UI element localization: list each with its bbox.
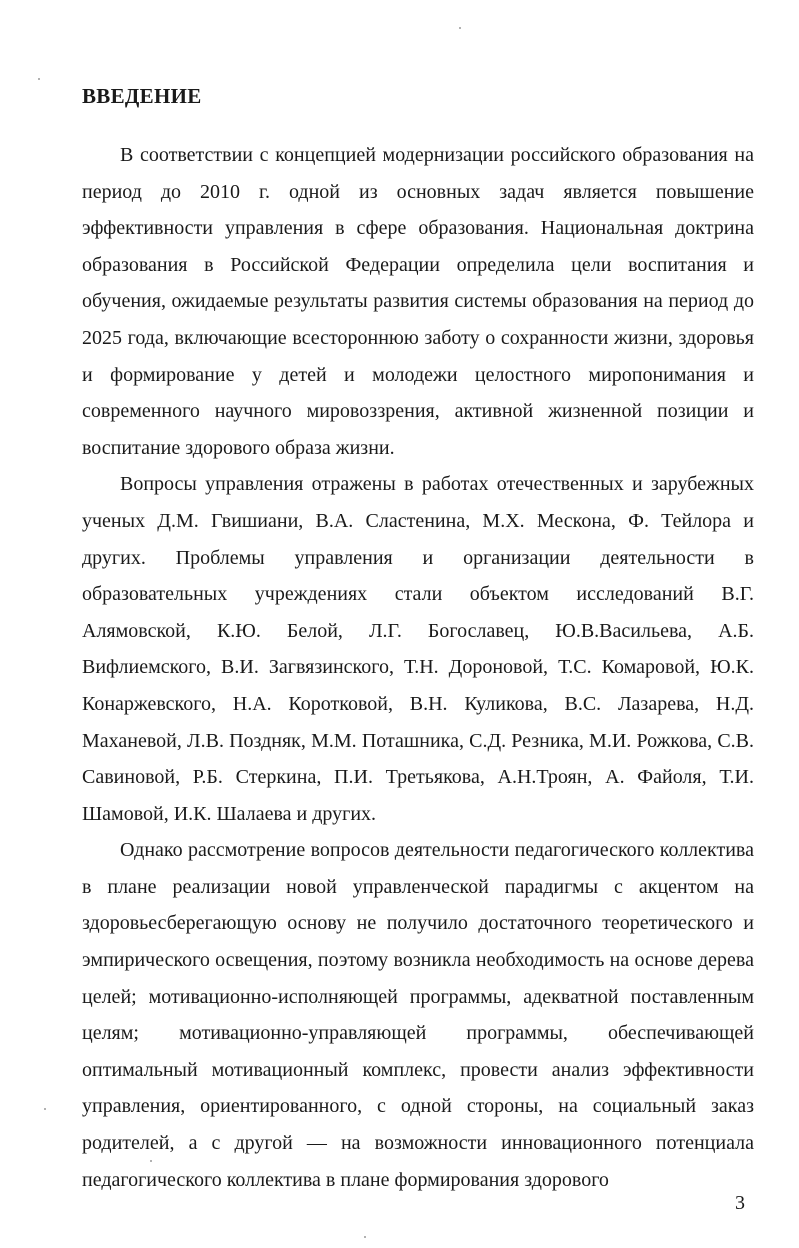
scan-speck [38,78,40,80]
paragraph-1: В соответствии с концепцией модернизации российского образования на период до 2010 г. одной из основных задач является повышение эффективности управления в сфере образования. Национальная доктрина образования в Российской Федерации определила цели воспитания и обучения, ожидаемые результаты развития системы образования на период до 2025 года, включающие всестороннюю заботу о сохранности жизни, здоровья и формирование у детей и молодежи целостного миропонимания и современного научного мировоззрения, активной жизненной позиции и воспитание здорового образа жизни. [82,144,754,459]
scan-speck [44,1108,46,1110]
paragraph-3: Однако рассмотрение вопросов деятельности педагогического коллектива в плане реализации новой управленческой парадигмы с акцентом на здоровьесберегающую основу не получило достаточного теоретического и эмпирического освещения, поэтому возникла необходимость на основе дерева целей; мотивационно-исполняющей программы, адекватной поставленным целям; мотивационно-управляющей программы, обеспечивающей оптимальный мотивационный комплекс, провести анализ эффективности управления, ориентированного, с одной стороны, на социальный заказ родителей, а с другой — на возможности инновационного потенциала педагогического коллектива в плане формирования здорового [82,839,754,1191]
scan-speck [150,1160,152,1162]
section-heading: ВВЕДЕНИЕ [82,84,202,108]
page-number: 3 [735,1192,745,1214]
body-text [82,137,754,1198]
scan-speck [459,27,461,29]
paragraph-2: Вопросы управления отражены в работах отечественных и зарубежных ученых Д.М. Гвишиани, В.А. Сластенина, М.Х. Мескона, Ф. Тейлора и других. Проблемы управления и организации деятельности в образовательных учреждениях стали объектом исследований В.Г. Алямовской, К.Ю. Белой, Л.Г. Богославец, Ю.В.Васильева, А.Б. Вифлиемского, В.И. Загвязинского, Т.Н. Дороновой, Т.С. Комаровой, Ю.К. Конаржевского, Н.А. Коротковой, В.Н. Куликова, В.С. Лазарева, Н.Д. Маханевой, Л.В. Поздняк, М.М. Поташника, С.Д. Резника, М.И. Рожкова, С.В. Савиновой, Р.Б. Стеркина, П.И. Третьякова, А.Н.Троян, А. Файоля, Т.И. Шамовой, И.К. Шалаева и других. [82,473,754,825]
scan-speck [364,1236,366,1238]
